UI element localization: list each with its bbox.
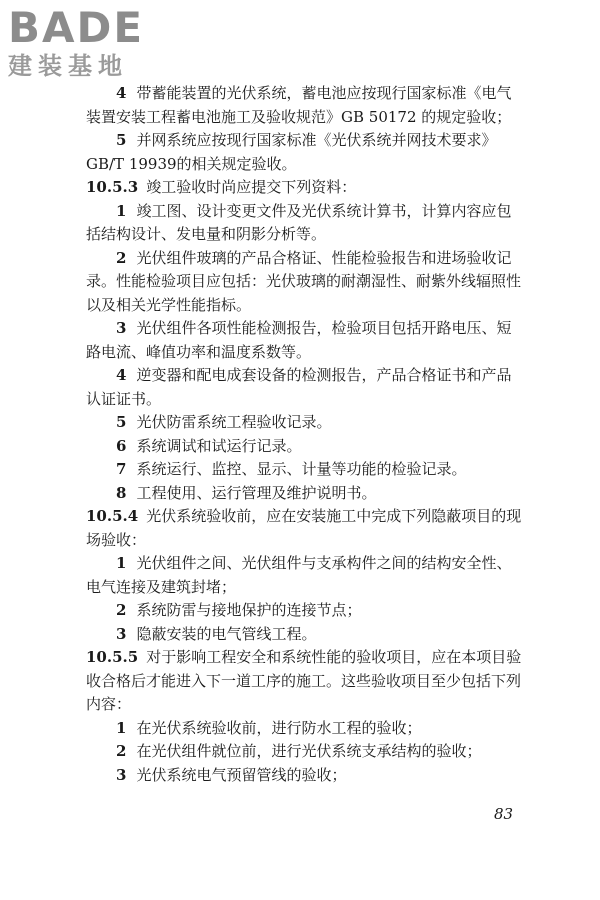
clause-number: 10.5.3 [86, 178, 139, 196]
paragraph-text: 光伏防雷系统工程验收记录。 [136, 413, 332, 431]
item-number: 1 [116, 718, 127, 737]
list-item [86, 435, 526, 459]
paragraph-text: 带蓄能装置的光伏系统，蓄电池应按现行国家标准《电气装置安装工程蓄电池施工及验收规范》GB 50172 的规定验收； [86, 84, 512, 126]
list-item [86, 200, 526, 247]
item-number: 8 [116, 483, 127, 502]
clause-number: 10.5.4 [86, 507, 139, 525]
item-number: 3 [116, 319, 127, 337]
paragraph-text: 隐蔽安装的电气管线工程。 [136, 624, 317, 643]
item-number: 2 [116, 248, 127, 267]
paragraph-text: 系统运行、监控、显示、计量等功能的检验记录。 [136, 460, 467, 478]
clause-paragraph [86, 505, 526, 552]
item-number: 2 [116, 601, 127, 619]
list-item [86, 82, 526, 129]
clause-paragraph [86, 176, 526, 200]
item-number: 6 [116, 436, 127, 455]
paragraph-text: 光伏组件各项性能检测报告，检验项目包括开路电压、短路电流、峰值功率和温度系数等。 [86, 319, 512, 361]
paragraph-text: 对于影响工程安全和系统性能的验收项目，应在本项目验收合格后才能进入下一道工序的施工。这些验收项目至少包括下列内容： [86, 648, 522, 713]
item-number: 7 [116, 460, 127, 478]
paragraph-text: 并网系统应按现行国家标准《光伏系统并网技术要求》GB/T 19939的相关规定验收。 [86, 131, 497, 173]
list-item [86, 411, 526, 435]
list-item [86, 247, 526, 318]
list-item [86, 599, 526, 623]
paragraph-text: 在光伏系统验收前，进行防水工程的验收； [136, 718, 422, 737]
paragraph-text: 光伏系统电气预留管线的验收； [136, 765, 347, 784]
paragraph-text: 工程使用、运行管理及维护说明书。 [136, 483, 377, 502]
item-number: 5 [116, 413, 127, 431]
item-number: 1 [116, 201, 127, 220]
list-item [86, 364, 526, 411]
paragraph-text: 逆变器和配电成套设备的检测报告，产品合格证书和产品认证证书。 [86, 366, 512, 408]
paragraph-text: 系统调试和试运行记录。 [136, 436, 302, 455]
list-item [86, 482, 526, 506]
logo-subtext: 建装基地 [8, 52, 128, 80]
item-number: 5 [116, 131, 127, 149]
list-item [86, 129, 526, 176]
paragraph-text: 系统防雷与接地保护的连接节点； [136, 601, 362, 619]
item-number: 3 [116, 624, 127, 643]
logo-text: BADE [8, 3, 145, 52]
paragraph-text: 竣工图、设计变更文件及光伏系统计算书，计算内容应包括结构设计、发电量和阴影分析等。 [86, 201, 512, 243]
page-number: 83 [494, 805, 514, 823]
list-item [86, 552, 526, 599]
list-item [86, 317, 526, 364]
item-number: 4 [116, 366, 127, 384]
watermark-logo [8, 3, 178, 86]
item-number: 3 [116, 765, 127, 784]
item-number: 4 [116, 84, 127, 102]
list-item [86, 740, 526, 764]
paragraph-text: 光伏组件玻璃的产品合格证、性能检验报告和进场验收记录。性能检验项目应包括：光伏玻璃的耐潮湿性、耐紫外线辐照性以及相关光学性能指标。 [86, 248, 522, 314]
list-item [86, 623, 526, 647]
clause-paragraph [86, 646, 526, 717]
paragraph-text: 光伏系统验收前，应在安装施工中完成下列隐蔽项目的现场验收： [86, 507, 522, 549]
list-item [86, 764, 526, 788]
paragraph-text: 在光伏组件就位前，进行光伏系统支承结构的验收； [136, 742, 482, 760]
item-number: 1 [116, 554, 127, 572]
paragraph-text: 光伏组件之间、光伏组件与支承构件之间的结构安全性、电气连接及建筑封堵； [86, 554, 512, 596]
item-number: 2 [116, 742, 127, 760]
document-body [86, 82, 526, 787]
list-item [86, 717, 526, 741]
list-item [86, 458, 526, 482]
paragraph-text: 竣工验收时尚应提交下列资料： [146, 178, 357, 196]
clause-number: 10.5.5 [86, 648, 139, 666]
